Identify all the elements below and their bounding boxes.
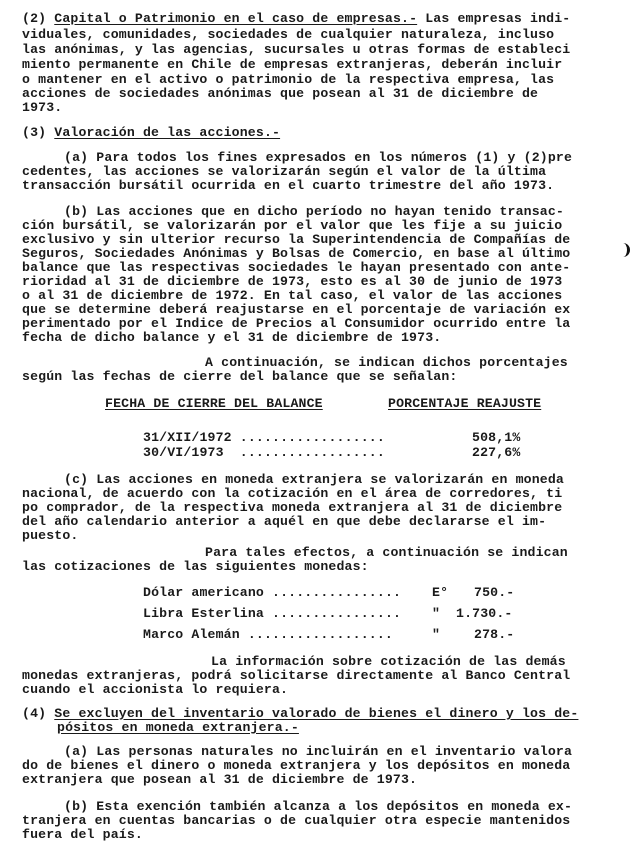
rate-row-mark bbox=[143, 628, 393, 642]
table-row-1 bbox=[143, 431, 385, 445]
margin-bracket-mark bbox=[622, 243, 630, 257]
rate-mark-currency: Marco Alemán bbox=[143, 627, 240, 642]
table-header-date: FECHA DE CIERRE DEL BALANCE bbox=[105, 396, 323, 411]
section4-b-line-1: (b) Esta exención también alcanza a los depósitos en moneda ex- bbox=[64, 799, 573, 814]
rate-dollar-value: 750.- bbox=[474, 585, 515, 600]
section3-heading: Valoración de las acciones.- bbox=[54, 125, 281, 140]
section2-number: (2) bbox=[22, 11, 55, 26]
section3-heading-line bbox=[22, 126, 280, 140]
table-row-1-dots: .................. bbox=[239, 430, 385, 445]
section3-b-line-4: Seguros, Sociedades Anónimas y Bolsas de Comercio, en base al último bbox=[22, 246, 571, 261]
rate-mark-symbol: " bbox=[432, 627, 441, 642]
rate-pound-dots: ................ bbox=[272, 606, 402, 621]
info-line-1: La información sobre cotización de las demás bbox=[211, 654, 566, 669]
section3-a-line-1: (a) Para todos los fines expresados en los números (1) y (2)pre bbox=[64, 150, 573, 165]
section3-c-line-1: (c) Las acciones en moneda extranjera se valorizarán en moneda bbox=[64, 472, 564, 487]
section3-b-line-6: rioridad al 31 de diciembre de 1973, esto es al 30 de junio de 1973 bbox=[22, 274, 563, 289]
section4-a-line-3: extranjera que posean al 31 de diciembre de 1973. bbox=[22, 772, 418, 787]
section3-c-line-3: po comprador, de la respectiva moneda extranjera al 31 de diciembre bbox=[22, 500, 563, 515]
section2-line-3: las anónimas, y las agencias, sucursales u otras formas de estableci bbox=[22, 42, 571, 57]
section3-number: (3) bbox=[22, 125, 47, 140]
section4-heading-line-1 bbox=[22, 707, 578, 721]
section3-b-line-9: perimentado por el Indice de Precios al Consumidor ocurrido entre la bbox=[22, 316, 571, 331]
rate-row-pound bbox=[143, 607, 401, 621]
rates-intro-line-1: Para tales efectos, a continuación se indican bbox=[205, 545, 568, 560]
section4-b-line-2: tranjera en cuentas bancarias o de cualquier otra especie mantenidos bbox=[22, 813, 571, 828]
table-row-2-date: 30/VI/1973 bbox=[143, 445, 224, 460]
section3-b-line-1: (b) Las acciones que en dicho período no hayan tenido transac- bbox=[64, 204, 564, 219]
section4-heading-1: Se excluyen del inventario valorado de bienes el dinero y los de- bbox=[54, 706, 579, 721]
section3-b-line-8: que se determine deberá reajustarse en el porcentaje de variación ex bbox=[22, 302, 571, 317]
table-row-1-date: 31/XII/1972 bbox=[143, 430, 232, 445]
section4-heading-line-2: pósitos en moneda extranjera.- bbox=[57, 720, 299, 735]
pct-intro-line-1: A continuación, se indican dichos porcentajes bbox=[205, 355, 568, 370]
pct-intro-line-2: según las fechas de cierre del balance que se señalan: bbox=[22, 369, 458, 384]
section4-a-line-1: (a) Las personas naturales no incluirán en el inventario valora bbox=[64, 744, 573, 759]
section3-c-line-2: nacional, de acuerdo con la cotización en el área de corredores, ti bbox=[22, 486, 563, 501]
table-row-2-percentage: 227,6% bbox=[472, 445, 521, 460]
section2-line-1-rest: Las empresas indi- bbox=[417, 11, 571, 26]
rate-pound-value: 1.730.- bbox=[456, 606, 513, 621]
rate-pound-symbol: " bbox=[432, 606, 441, 621]
section2-line-6: acciones de sociedades anónimas que posean al 31 de diciembre de bbox=[22, 86, 539, 101]
section2-line-4: miento permanente en Chile de empresas extranjeras, deberán incluir bbox=[22, 57, 563, 72]
table-row-2-dots: .................. bbox=[239, 445, 385, 460]
section2-line-7: 1973. bbox=[22, 100, 63, 115]
section3-c-line-5: puesto. bbox=[22, 528, 79, 543]
section3-a-line-3: transacción bursátil ocurrida en el cuarto trimestre del año 1973. bbox=[22, 178, 555, 193]
rate-dollar-symbol: E° bbox=[432, 585, 449, 600]
rates-intro-line-2: las cotizaciones de las siguientes monedas: bbox=[22, 559, 369, 574]
section2-line-1 bbox=[22, 12, 570, 26]
section4-a-line-2: do de bienes el dinero o moneda extranjera y los depósitos en moneda bbox=[22, 758, 571, 773]
section3-b-line-2: ción bursátil, se valorizarán por el valor que les fije a su juicio bbox=[22, 218, 563, 233]
section3-b-line-7: o al 31 de diciembre de 1972. En tal caso, el valor de las acciones bbox=[22, 288, 563, 303]
section4-number: (4) bbox=[22, 706, 47, 721]
rate-mark-dots: .................. bbox=[247, 627, 393, 642]
rate-mark-value: 278.- bbox=[474, 627, 515, 642]
rate-dollar-dots: ................ bbox=[272, 585, 402, 600]
section3-b-line-10: fecha de dicho balance y el 31 de diciembre de 1973. bbox=[22, 330, 442, 345]
table-row-1-percentage: 508,1% bbox=[472, 430, 521, 445]
section2-line-5: o mantener en el activo o patrimonio de la respectiva empresa, las bbox=[22, 72, 555, 87]
rate-dollar-currency: Dólar americano bbox=[143, 585, 264, 600]
info-line-2: monedas extranjeras, podrá solicitarse directamente al Banco Central bbox=[22, 668, 571, 683]
rate-row-dollar bbox=[143, 586, 401, 600]
section2-heading: Capital o Patrimonio en el caso de empresas.- bbox=[54, 11, 418, 26]
section3-c-line-4: del año calendario anterior a aquél en que debe declararse el im- bbox=[22, 514, 547, 529]
section3-a-line-2: cedentes, las acciones se valorizarán según el valor de la última bbox=[22, 164, 547, 179]
section4-b-line-3: fuera del país. bbox=[22, 827, 143, 842]
info-line-3: cuando el accionista lo requiera. bbox=[22, 682, 289, 697]
section3-b-line-3: exclusivo y sin ulterior recurso la Superintendencia de Compañías de bbox=[22, 232, 571, 247]
table-header-percentage: PORCENTAJE REAJUSTE bbox=[388, 396, 542, 411]
rate-pound-currency: Libra Esterlina bbox=[143, 606, 264, 621]
section2-line-2: viduales, comunidades, sociedades de cualquier naturaleza, incluso bbox=[22, 27, 555, 42]
section3-b-line-5: balance que las respectivas sociedades le hayan presentado con ante- bbox=[22, 260, 571, 275]
table-row-2 bbox=[143, 446, 385, 460]
